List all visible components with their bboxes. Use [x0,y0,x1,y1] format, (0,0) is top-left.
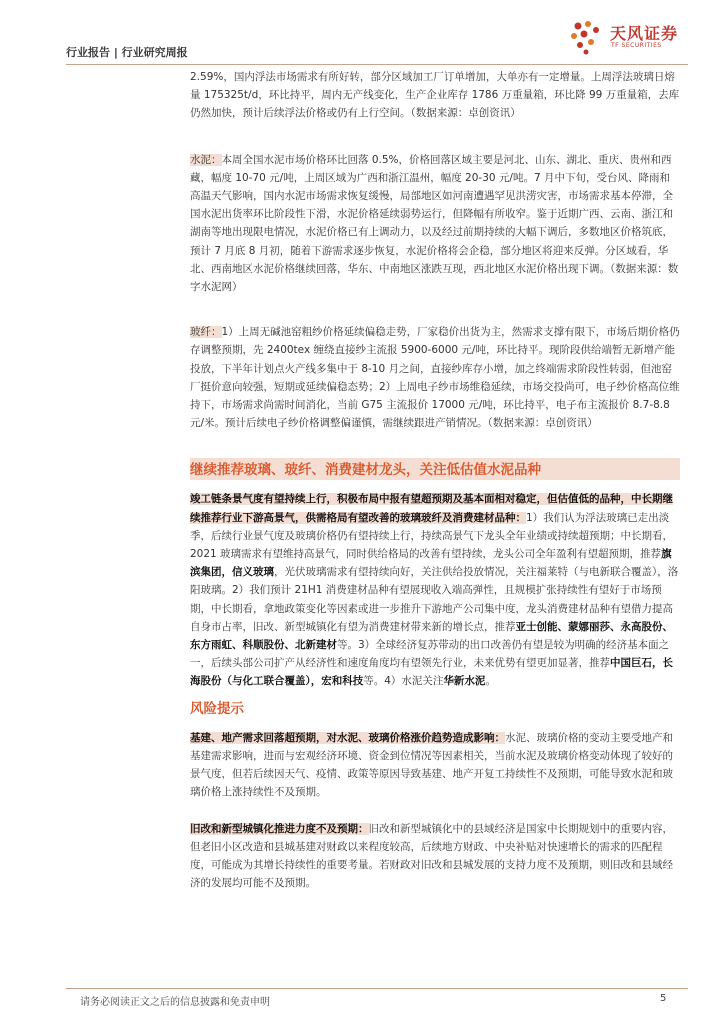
rec-p2b: 等。 [337,639,358,652]
fiberglass-label: 玻纤： [190,326,222,339]
rec-p1b: ，光伏玻璃需求有望持续向好，关注供给投放情况，关注福莱特（与电新联合覆盖），洛阳玻璃。 [190,566,679,597]
tf-securities-logo [566,18,691,62]
tf-securities-logo-icon [566,18,606,58]
risk-2-lead: 旧改和新型城镇化推进力度不及预期： [190,822,369,835]
risk-paragraph-2 [190,820,680,893]
recommendation-paragraph [190,490,680,690]
section-title-recommendation: 继续推荐玻璃、玻纤、消费建材龙头，关注低估值水泥品种 [190,458,680,480]
rec-p2: 2）我们预计 21H1 消费建材品种有望展现收入端高弹性，且规模扩张持续性有望好于市场预期，中长期看，拿地政策变化等因素或进一步推升下游地产公司集中度，龙头消费建材品种有望借力提高自身市占率，旧改、新型城镇化有望为消费建材带来新的增长点，推荐 [190,584,673,633]
cement-text: 本周全国水泥市场价格环比回落 0.5%，价格回落区域主要是河北、山东、湖北、重庆、贵州和西藏，幅度 10-70 元/吨，上周区域为广西和浙江温州，幅度 20-30 元/吨。7 月中下旬，受台风、降雨和高温天气影响，国内水泥市场需求恢复缓慢，局部地区如河南遭遇罕见洪涝灾害，市场需求基本停滞，全国水泥出货率环比阶段性下滑，水泥价格延续弱势运行，但降幅有所收窄。鉴于近期广西、云南、浙江和湖南等地出现限电情况，水泥价格已有上调动力，以及经过前期持续的大幅下调后，多数地区价格筑底，预计 7 月底 8 月初，随着下游需求逐步恢复，水泥价格将会企稳，部分地区将迎来反弹。分区域看，华北、西南地区水泥价格继续回落，华东、中南地区涨跌互现，西北地区水泥价格出现下调。（数据来源：数字水泥网） [190,153,679,294]
risk-2-text: 旧改和新型城镇化中的县域经济是国家中长期规划中的重要内容，但老旧小区改造和县城基建对财政以来程度较高，后续地方财政、中央补贴对快速增长的需求的匹配程度，可能成为其增长持续性的重要考量。若财政对旧改和县城发展的支持力度不及预期，则旧改和县域经济的发展均可能不及预期。 [190,822,673,890]
rec-p4-bold: 华新水泥 [443,675,486,688]
rec-p3b: 等。 [363,675,385,688]
rec-p4: 4）水泥关注 [384,675,444,688]
recommendation-lead: 竣工链条景气度有望持续上行，积极布局中报有望超预期及基本面相对稳定，但估值低的品种，中长期继续推荐行业下游高景气，供需格局有望改善的玻璃玻纤及消费建材品种： [190,493,673,524]
header-divider [66,64,688,65]
report-type: 行业报告 | 行业研究周报 [66,46,188,59]
footer-disclaimer: 请务必阅读正文之后的信息披露和免责申明 [80,997,270,1008]
rec-p3-bold: 中国巨石，长海股份（与化工联合覆盖），宏和科技 [190,657,673,688]
footer-divider [66,988,688,989]
logo-name: 天风证券 [610,24,679,43]
main-content [190,68,680,892]
rec-p3: 3）全球经济复苏带动的出口改善仍有望是较为明确的经济基本面之一，后续头部公司扩产从经济性和速度角度均有望领先行业，未来优势有望更加显著，推荐 [190,639,670,670]
rec-p1: 1）我们认为浮法玻璃已走出淡季，后续行业景气度及玻璃价格仍有望持续上行，持续高景气下龙头全年业绩或持续超预期；中长期看，2021 玻璃需求有望维持高景气，同时供给格局的改善有望持续，龙头公司全年盈利有望超预期，推荐 [190,511,673,561]
rec-p1-bold: 旗滨集团，信义玻璃 [190,548,672,579]
rec-p2-bold: 亚士创能、蒙娜丽莎、永高股份、东方雨虹、科顺股份、北新建材 [190,620,673,652]
glass-paragraph: 2.59%，国内浮法市场需求有所好转，部分区域加工厂订单增加，大单亦有一定增量。上周浮法玻璃日熔量 175325t/d，环比持平，周内无产线变化，生产企业库存 1786 万重量箱，环比降 99 万重量箱，去库仍然加快，预计后续浮法价格或仍有上行空间。（数据来源：卓创资讯） [190,71,680,120]
risk-1-text: 水泥、玻璃价格的变动主要受地产和基建需求影响，进而与宏观经济环境、资金到位情况等因素相关，当前水泥及玻璃价格变动体现了较好的景气度，但若后续因天气、疫情、政策等原因导致基建、地产开复工持续性不及预期，可能导致水泥和玻璃价格上涨持续性不及预期。 [190,731,673,799]
cement-paragraph [190,151,680,297]
section-title-risk: 风险提示 [190,700,244,717]
risk-1-lead: 基建、地产需求回落超预期，对水泥、玻璃价格涨价趋势造成影响： [190,731,505,744]
rec-p4b: 。 [485,675,496,688]
fiberglass-paragraph [190,323,680,432]
cement-label: 水泥： [190,153,222,166]
risk-paragraph-1 [190,729,680,802]
logo-subtitle: TF SECURITIES [611,42,662,49]
fiberglass-text: 1）上周无碱池窑粗纱价格延续偏稳走势，厂家稳价出货为主，然需求支撑有限下，市场后期价格仍存调整预期，先 2400tex 缠绕直接纱主流报 5900-6000 元/吨，环比持平。现阶段供给端暂无新增产能投放，下半年计划点火产线多集中于 8-10 月之间，直接纱库存小增，加之终端需求阶段性转弱，但池窑厂挺价意向较强，短期或延续偏稳态势；2）上周电子纱市场维稳延续，市场交投尚可，电子纱价格高位维持下，市场需求尚需时间消化，当前 G75 主流报价 17000 元/吨，环比持平，电子布主流报价 8.7-8.8 元/米。预计后续电子纱价格调整偏谨慎，需继续跟进产销情况。（数据来源：卓创资讯） [190,326,680,430]
page-number: 5 [660,993,667,1004]
